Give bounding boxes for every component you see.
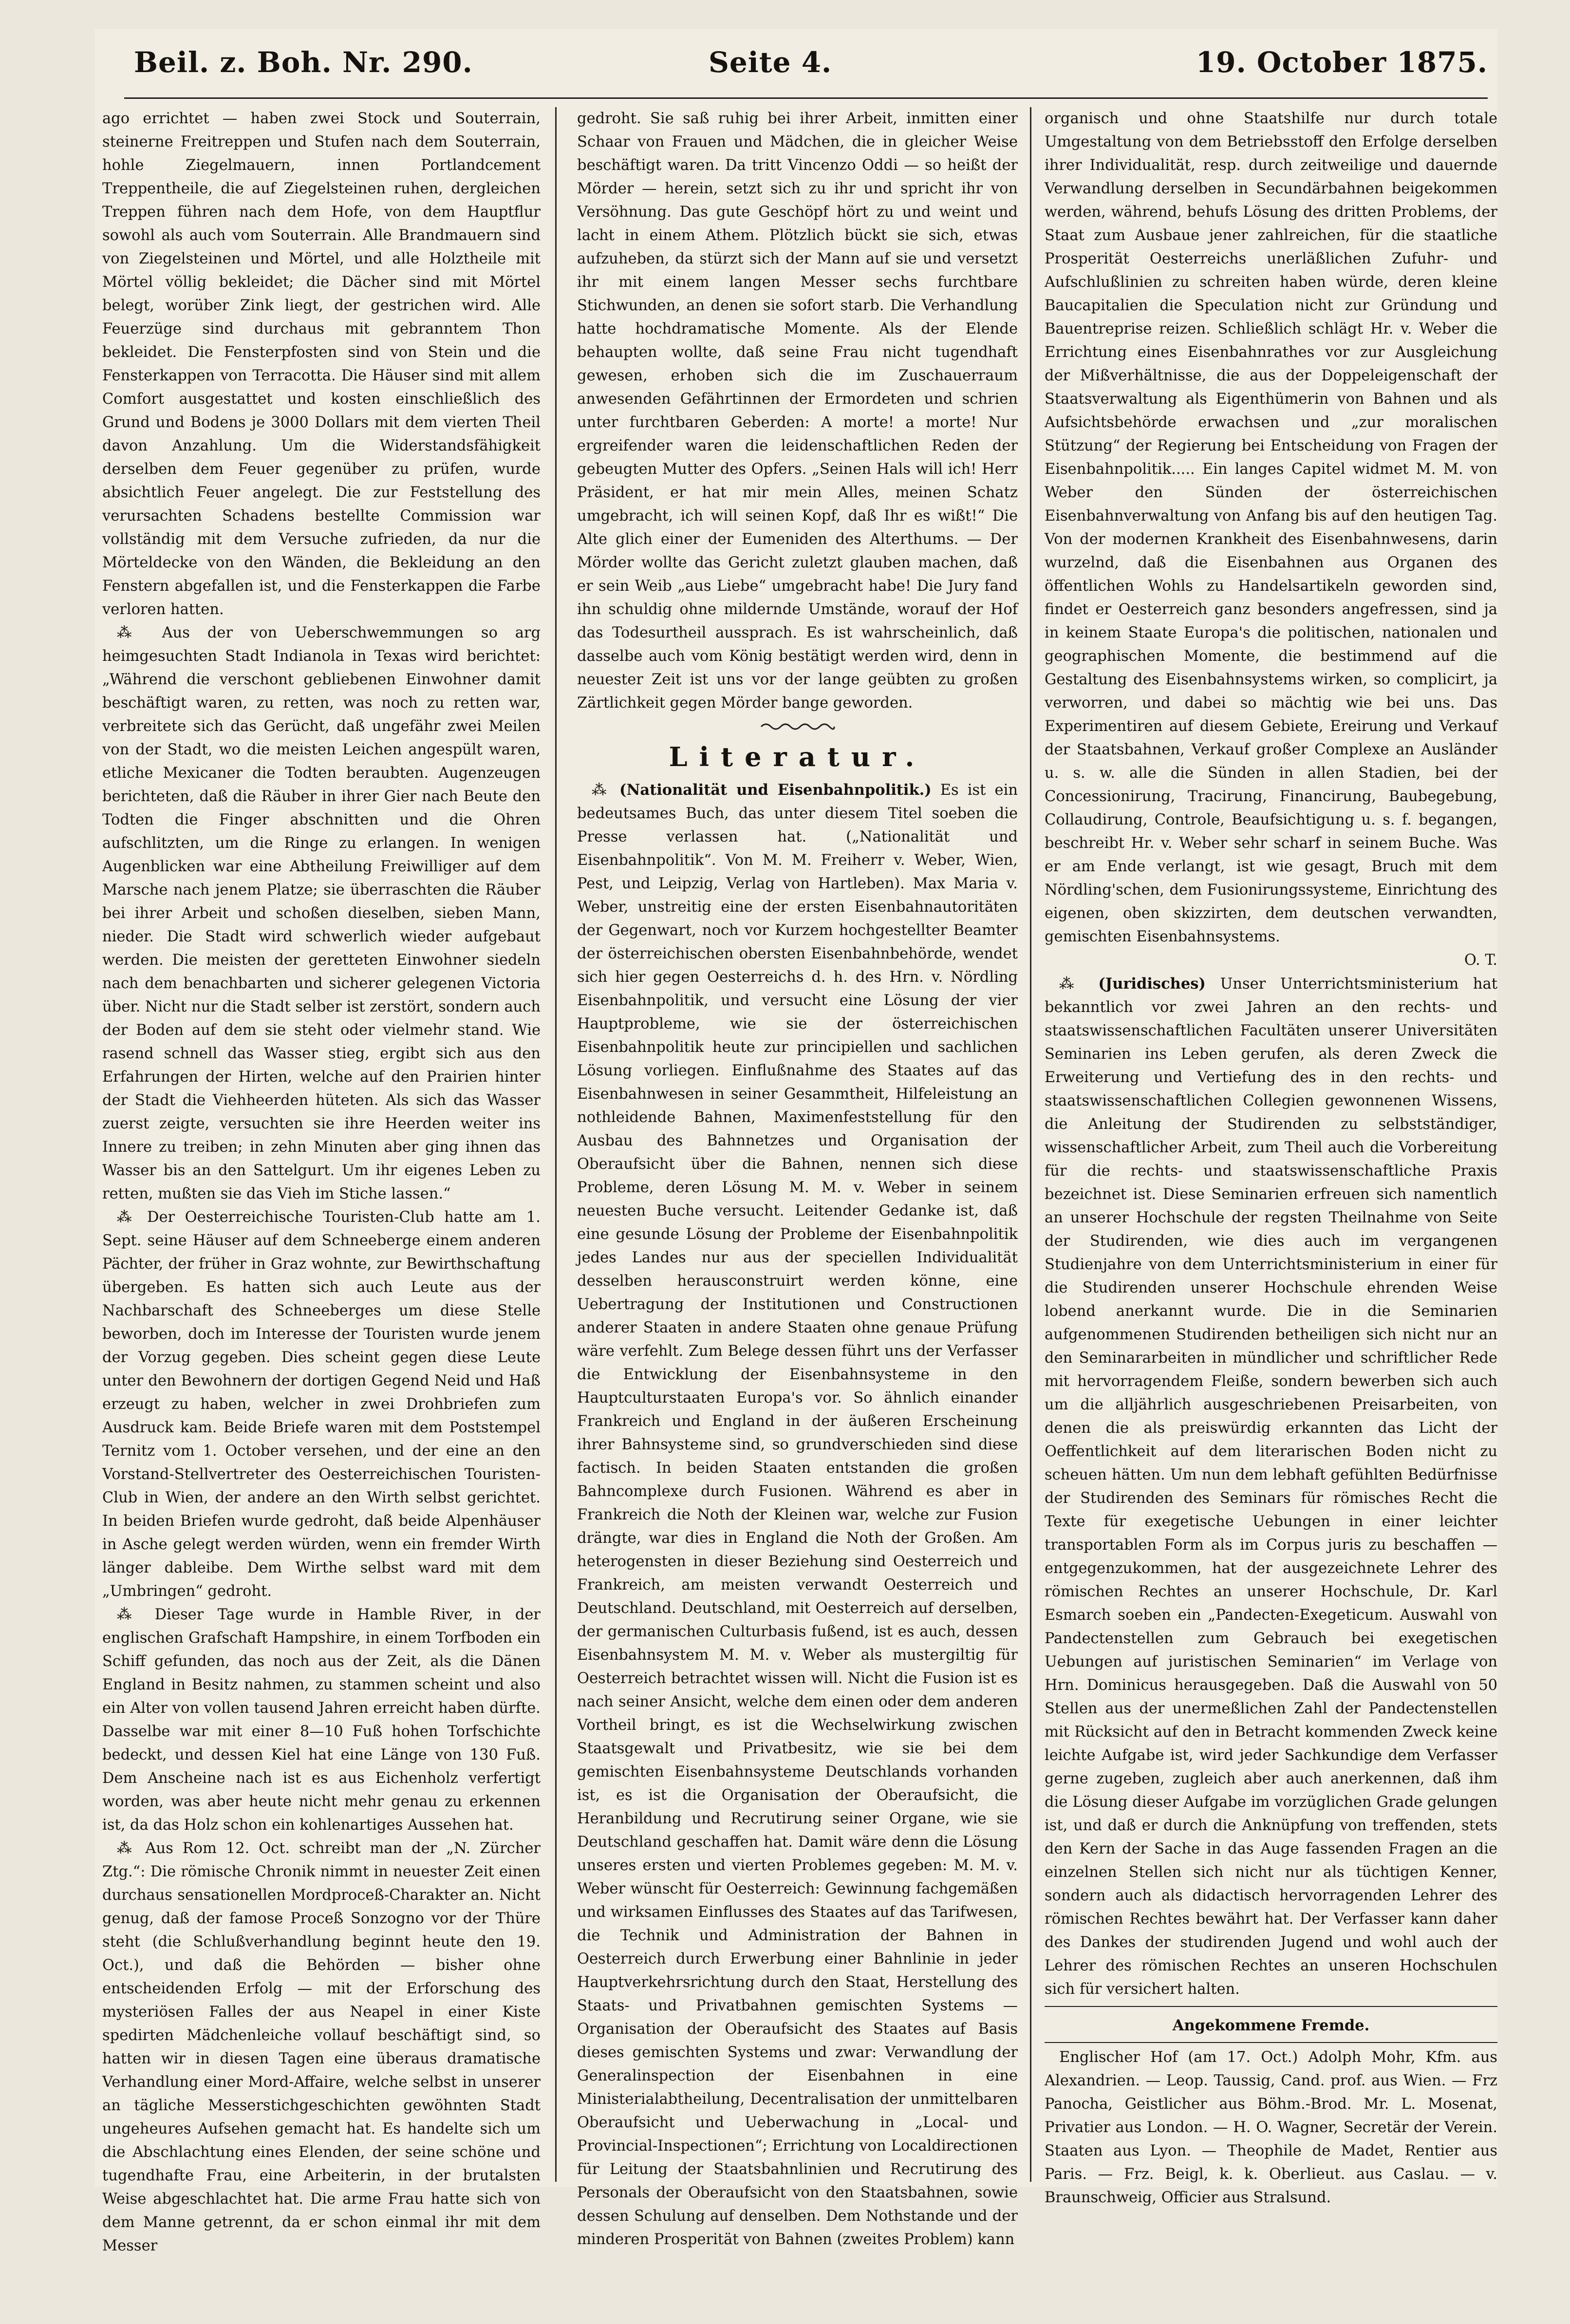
column-3 bbox=[1045, 107, 1497, 2206]
section-title-fremde: Angekommene Fremde. bbox=[1172, 2017, 1370, 2034]
asterism-icon: ⁂ bbox=[117, 1606, 155, 1623]
newspaper-page bbox=[95, 29, 1497, 2254]
article-paragraph: ⁂ (Nationalität und Eisenbahnpolitik.) Es ist ein bedeutsames Buch, das unter diesem Titel soeben die Presse verlassen hat. („Nationalität und Eisenbahnpolitik“. Von M. M. Freiherr v. Weber, Wien, Pest, und Leipzig, Verlag von Hartleben). Max Maria v. Weber, unstreitig eine der ersten Eisenbahnautoritäten der Gegenwart, noch vor Kurzem hochgestellter Beamter der österreichischen obersten Eisenbahnbehörde, wendet sich hier gegen Oesterreichs d. h. des Hrn. v. Nördling Eisenbahnpolitik, und versucht eine Lösung der vier Hauptprobleme, wie sie der österreichischen Eisenbahnpolitik heute zur principiellen und sachlichen Lösung vorliegen. Einflußnahme des Staates auf das Eisenbahnwesen in seiner Gesammtheit, Hilfeleistung an nothleidende Bahnen, Maximenfeststellung für den Ausbau des Bahnnetzes und Organisation der Oberaufsicht über die Bahnen, nennen sich diese Probleme, deren Lösung M. M. v. Weber in seinem neuesten Buche versucht. Leitender Gedanke ist, daß eine gesunde Lösung der Probleme der Eisenbahnpolitik jedes Landes nur aus der speciellen Individualität desselben herausconstruirt werden könne, eine Uebertragung der Institutionen und Constructionen anderer Staaten in andere Staaten ohne genaue Prüfung wäre verfehlt. Zum Belege dessen führt uns der Verfasser die Entwicklung der Eisenbahnsysteme in den Hauptculturstaaten Europa's vor. So ähnlich einander Frankreich und England in der äußeren Erscheinung ihrer Bahnsysteme sind, so grundverschieden sind diese factisch. In beiden Staaten entstanden die großen Bahncomplexe durch Fusionen. Während es aber in Frankreich die Noth der Kleinen war, welche zur Fusion drängte, war dies in England die Noth der Großen. Am heterogensten in dieser Beziehung sind Oesterreich und Frankreich, am meisten verwandt Oesterreich und Deutschland. Deutschland, mit Oesterreich auf derselben, der germanischen Culturbasis fußend, ist es auch, dessen Eisenbahnsystem M. M. v. Weber als mustergiltig für Oesterreich betrachtet wissen will. Nicht die Fusion ist es nach seiner Ansicht, welche dem einen oder dem anderen Vortheil bringt, es ist die Wechselwirkung zwischen Staatsgewalt und Privatbesitz, wie sie bei dem gemischten Eisenbahnsysteme Deutschlands vorhanden ist, es ist die Organisation der Oberaufsicht, die Heranbildung und Recrutirung seiner Organe, wie sie Deutschland geschaffen hat. Damit wäre denn die Lösung unseres ersten und vierten Problemes gegeben: M. M. v. Weber wünscht für Oesterreich: Gewinnung fachgemäßen und wirksamen Einflusses des Staates auf das Tarifwesen, die Technik und Administration der Bahnen in Oesterreich durch Erwerbung einer Bahnlinie in jeder Hauptverkehrsrichtung durch den Staat, Herstellung des Staats- und Privatbahnen gemischten Systems — Organisation der Oberaufsicht des Staates auf Basis dieses gemischten Systems und zwar: Verwandlung der Generalinspection der Eisenbahnen in eine Ministerialabtheilung, Decentralisation der unmittelbaren Oberaufsicht und Ueberwachung in „Local- und Provincial-Inspectionen“; Errichtung von Localdirectionen für Leitung der Staatsbahnlinien und Recrutirung des Personals der Oberaufsicht von den Staatsbahnen, sowie dessen Schulung auf denselben. Dem Nothstande und der minderen Prosperität von Bahnen (zweites Problem) kann bbox=[577, 781, 1018, 2248]
arrivals-list: Englischer Hof (am 17. Oct.) Adolph Mohr, Kfm. aus Alexandrien. — Leop. Taussig, Cand. prof. aus Wien. — Frz Panocha, Geistlicher aus Böhm.-Brod. Mr. L. Mosenat, Privatier aus London. — H. O. Wagner, Secretär der Verein. Staaten aus Lyon. — Theophile de Madet, Rentier aus Paris. — Frz. Beigl, k. k. Oberlieut. aus Caslau. — v. Braunschweig, Officier aus Stralsund. bbox=[1045, 2049, 1497, 2206]
section-rule bbox=[1045, 2042, 1497, 2043]
asterism-icon: ⁂ bbox=[592, 782, 620, 799]
header-rule bbox=[124, 97, 1488, 99]
asterism-icon: ⁂ bbox=[1059, 975, 1099, 993]
asterism-icon: ⁂ bbox=[117, 624, 162, 641]
section-title-literatur: Literatur. bbox=[669, 741, 926, 772]
article-paragraph: ago errichtet — haben zwei Stock und Souterrain, steinerne Freitreppen und Stufen nach dem Souterrain, hohle Ziegelmauern, innen Portlandcement Treppentheile, die auf Ziegelsteinen ruhen, dergleichen Treppen führen nach dem Hofe, von dem Hauptflur sowohl als auch vom Souterrain. Alle Brandmauern sind von Ziegelsteinen und Mörtel, und alle Holztheile mit Mörtel völlig bekleidet; die Dächer sind mit Mörtel belegt, worüber Zink liegt, der gestrichen wird. Alle Feuerzüge sind durchaus mit gebranntem Thon bekleidet. Die Fensterpfosten sind von Stein und die Fensterkappen von Terracotta. Die Häuser sind mit allem Comfort ausgestattet und kosten einschließlich des Grund und Bodens je 3000 Dollars mit dem vierten Theil davon Anzahlung. Um die Widerstandsfähigkeit derselben dem Feuer gegenüber zu prüfen, wurde absichtlich Feuer angelegt. Die zur Feststellung des verursachten Schadens bestellte Commission war vollständig mit dem Versuche zufrieden, da nur die Mörteldecke von den Wänden, die Bekleidung an den Fenstern abgefallen ist, und die Fensterkappen die Farbe verloren hatten. bbox=[102, 110, 541, 618]
ornamental-divider bbox=[577, 718, 1018, 737]
header-issue: Beil. z. Boh. Nr. 290. bbox=[134, 46, 473, 79]
author-signature: O. T. bbox=[1464, 952, 1497, 969]
article-paragraph: organisch und ohne Staatshilfe nur durch totale Umgestaltung von dem Betriebsstoff den Erfolge derselben ihrer Individualität, resp. durch zeitweilige und dauernde Verwandlung derselben in Secundärbahnen beigekommen werden, während, behufs Lösung des dritten Problems, der Staat zum Ausbaue jener zahlreichen, für die staatliche Prosperität Oesterreichs unerläßlichen Zufuhr- und Aufschlußlinien zu schreiten haben würde, deren kleine Baucapitalien die Speculation nicht zur Gründung und Bauentreprise reizen. Schließlich schlägt Hr. v. Weber die Errichtung eines Eisenbahnrathes vor zur Ausgleichung der Mißverhältnisse, die aus der Doppeleigenschaft der Staatsverwaltung als Eigenthümerin von Bahnen und als Aufsichtsbehörde erwachsen und „zur moralischen Stützung“ der Regierung bei Entscheidung von Fragen der Eisenbahnpolitik..... Ein langes Capitel widmet M. M. von Weber den Sünden der österreichischen Eisenbahnverwaltung von Anfang bis auf den heutigen Tag. Von der modernen Krankheit des Eisenbahnwesens, darin wurzelnd, daß die Eisenbahnen aus Organen des öffentlichen Wohls zu Handelsartikeln geworden sind, findet er Oesterreich ganz besonders angefressen, sind ja in keinem Staate Europa's die politischen, nationalen und geographischen Momente, die bestimmend auf die Gestaltung des Eisenbahnsystems wirken, so complicirt, ja verworren, und dabei so mächtig wie bei uns. Das Experimentiren auf diesem Gebiete, Ereirung und Verkauf der Staatsbahnen, Verkauf großer Complexe an Ausländer u. s. w. alle die Sünden in allen Stadien, bei der Concessionirung, Tracirung, Financirung, Baubegebung, Collaudirung, Controle, Beaufsichtigung u. s. f. begangen, beschreibt Hr. v. Weber sehr scharf in seinem Buche. Was er am Ende verlangt, ist wie gesagt, Bruch mit dem Nördling'schen, dem Fusionirungssysteme, Einrichtung des eigenen, oben skizzirten, dem deutschen verwandten, gemischten Eisenbahnsystems. bbox=[1045, 110, 1497, 945]
header-date: 19. October 1875. bbox=[1196, 46, 1488, 79]
article-paragraph: ⁂ Aus Rom 12. Oct. schreibt man der „N. Zürcher Ztg.“: Die römische Chronik nimmt in neuester Zeit einen durchaus sensationellen Mordproceß-Charakter an. Nicht genug, daß der famose Proceß Sonzogno vor der Thüre steht (die Schlußverhandlung beginnt heute den 19. Oct.), und daß die Behörden — bisher ohne entscheidenden Erfolg — mit der Erforschung des mysteriösen Falles der aus Neapel in einer Kiste spedirten Mädchenleiche vollauf beschäftigt sind, so hatten wir in diesen Tagen eine überaus dramatische Verhandlung einer Mord-Affaire, welche selbst in unserer an tägliche Messerstichgeschichten gewöhnten Stadt ungeheures Aufsehen gemacht hat. Es handelte sich um die Abschlachtung eines Elenden, der seine schöne und tugendhafte Frau, eine Arbeiterin, in der brutalsten Weise abgeschlachtet hat. Die arme Frau hatte sich von dem Manne getrennt, da er schon einmal ihr mit dem Messer bbox=[102, 1840, 541, 2254]
article-lead: (Nationalität und Eisenbahnpolitik.) bbox=[619, 781, 932, 799]
column-divider bbox=[1030, 107, 1031, 2182]
column-2 bbox=[577, 107, 1018, 2248]
header-page-number: Seite 4. bbox=[709, 46, 832, 79]
article-paragraph: ⁂ Der Oesterreichische Touristen-Club hatte am 1. Sept. seine Häuser auf dem Schneeberge einem anderen Pächter, der früher in Graz wohnte, zur Bewirthschaftung übergeben. Es hatten sich auch Leute aus der Nachbarschaft des Schneeberges um diese Stelle beworben, doch im Interesse der Touristen wurde jenem der Vorzug gegeben. Dies scheint gegen diese Leute unter den Bewohnern der dortigen Gegend Neid und Haß erzeugt zu haben, welcher in zwei Drohbriefen zum Ausdruck kam. Beide Briefe waren mit dem Poststempel Ternitz vom 1. October versehen, und der eine an den Vorstand-Stellvertreter des Oesterreichischen Touristen-Club in Wien, der andere an den Wirth selbst gerichtet. In beiden Briefen wurde gedroht, daß beide Alpenhäuser in Asche gelegt werden würden, wenn ein fremder Wirth länger dableibe. Dem Wirthe selbst ward mit dem „Umbringen“ gedroht. bbox=[102, 1209, 541, 1600]
article-paragraph: ⁂ (Juridisches) Unser Unterrichtsministerium hat bekanntlich vor zwei Jahren an den rechts- und staatswissenschaftlichen Facultäten unserer Universitäten Seminarien ins Leben gerufen, als deren Zweck die Erweiterung und Vertiefung des in den rechts- und staatswissenschaftlichen Collegien gewonnenen Wissens, die Anleitung der Studirenden zu selbstständiger, wissenschaftlicher Arbeit, zum Theil auch die Vorbereitung für die rechts- und staatswissenschaftliche Praxis bezeichnet ist. Diese Seminarien erfreuen sich namentlich an unserer Hochschule der regsten Theilnahme von Seite der Studirenden, wie dies auch im vergangenen Studienjahre von dem Unterrichtsministerium in einer für die Studirenden unserer Hochschule ehrenden Weise lobend anerkannt wurde. Die in die Seminarien aufgenommenen Studirenden betheiligen sich nicht nur an den Seminararbeiten in mündlicher und schriftlicher Rede mit hervorragendem Fleiße, sondern bewerben sich auch um die alljährlich ausgeschriebenen Preisarbeiten, von denen die als preiswürdig erkannten das Licht der Oeffentlichkeit auf dem literarischen Boden nicht zu scheuen hätten. Um nun dem lebhaft gefühlten Bedürfnisse der Studirenden des Seminars für römisches Recht die Texte für exegetische Uebungen in einer leichter transportablen Form als im Corpus juris zu beschaffen — entgegenzukommen, hat der ausgezeichnete Lehrer des römischen Rechtes an unserer Hochschule, Dr. Karl Esmarch soeben ein „Pandecten-Exegeticum. Auswahl von Pandectenstellen zum Gebrauch bei exegetischen Uebungen auf juristischen Seminarien“ im Verlage von Hrn. Dominicus herausgegeben. Daß die Auswahl von 50 Stellen aus der unermeßlichen Zahl der Pandectenstellen mit Rücksicht auf den in Betracht kommenden Zweck keine leichte Aufgabe ist, wird jeder Sachkundige dem Verfasser gerne zugeben, zugleich aber auch anerkennen, daß ihm die Lösung dieser Aufgabe im vorzüglichen Grade gelungen ist, und daß er durch die Anknüpfung von treffenden, stets den Kern der Sache in das Auge fassenden Fragen an die einzelnen Stellen sich nicht nur als tüchtigen Kenner, sondern auch als didactisch hervorragenden Lehrer des römischen Rechtes bewährt hat. Der Verfasser kann daher des Dankes der studirenden Jugend und wohl auch der Lehrer des römischen Rechtes an unseren Hochschulen sich für versichert halten. bbox=[1045, 975, 1497, 1998]
column-divider bbox=[555, 107, 557, 2182]
asterism-icon: ⁂ bbox=[117, 1209, 147, 1226]
article-paragraph: ⁂ Dieser Tage wurde in Hamble River, in der englischen Grafschaft Hampshire, in einem Torfboden ein Schiff gefunden, das noch aus der Zeit, als die Dänen England in Besitz nahmen, zu stammen scheint und also ein Alter von vollen tausend Jahren erreicht haben dürfte. Dasselbe war mit einer 8—10 Fuß hohen Torfschichte bedeckt, und dessen Kiel hat eine Länge von 130 Fuß. Dem Anscheine nach ist es aus Eichenholz verfertigt worden, was aber heute nicht mehr genau zu erkennen ist, da das Holz schon ein kohlenartiges Aussehen hat. bbox=[102, 1606, 541, 1834]
asterism-icon: ⁂ bbox=[117, 1840, 146, 1857]
section-rule bbox=[1045, 2006, 1497, 2007]
article-paragraph: ⁂ Aus der von Ueberschwemmungen so arg heimgesuchten Stadt Indianola in Texas wird berichtet: „Während die verschont gebliebenen Einwohner damit beschäftigt waren, zu retten, was noch zu retten war, verbreitete sich das Gerücht, daß ungefähr zwei Meilen von der Stadt, wo die meisten Leichen angespült waren, etliche Mexicaner die Todten beraubten. Augenzeugen berichteten, daß die Räuber in ihrer Gier nach Beute den Todten die Finger abschnitten und die Ohren aufschlitzten, um die Ringe zu erlangen. In wenigen Augenblicken war eine Abtheilung Freiwilliger auf dem Marsche nach jenem Platze; sie überraschten die Räuber bei ihrer Arbeit und schoßen dieselben, sieben Mann, nieder. Die Stadt wird schwerlich wieder aufgebaut werden. Die meisten der geretteten Einwohner siedeln nach dem benachbarten und sicherer gelegenen Victoria über. Nicht nur die Stadt selber ist zerstört, sondern auch der Boden auf dem sie steht oder vielmehr stand. Wie rasend schnell das Wasser stieg, ergibt sich aus den Erfahrungen der Hirten, welche auf den Prairien hinter der Stadt die Viehheerden hüteten. Als sich das Wasser zuerst zeigte, versuchten sie ihre Heerden weiter ins Innere zu treiben; in zehn Minuten aber ging ihnen das Wasser bis an den Sattelgurt. Um ihr eigenes Leben zu retten, mußten sie das Vieh im Stiche lassen.“ bbox=[102, 624, 541, 1202]
column-1 bbox=[102, 107, 541, 2254]
page-header bbox=[95, 40, 1497, 98]
article-paragraph: gedroht. Sie saß ruhig bei ihrer Arbeit, inmitten einer Schaar von Frauen und Mädchen, die in gleicher Weise beschäftigt waren. Da tritt Vincenzo Oddi — so heißt der Mörder — herein, setzt sich zu ihr und spricht ihr von Versöhnung. Das gute Geschöpf hört zu und weint und lacht in einem Athem. Plötzlich bückt sie sich, etwas aufzuheben, da stürzt sich der Mann auf sie und versetzt ihr mit einem langen Messer sechs furchtbare Stichwunden, an denen sie sofort starb. Die Verhandlung hatte hochdramatische Momente. Als der Elende behaupten wollte, daß seine Frau nicht tugendhaft gewesen, erhoben sich die im Zuschauerraum anwesenden Gefährtinnen der Ermordeten und schrien unter furchtbaren Geberden: A morte! a morte! Nur ergreifender waren die leidenschaftlichen Reden der gebeugten Mutter des Opfers. „Seinen Hals will ich! Herr Präsident, er hat mir mein Alles, meinen Schatz umgebracht, ich will seinen Kopf, daß Ihr es wißt!“ Die Alte glich einer der Eumeniden des Alterthums. — Der Mörder wollte das Gericht zuletzt glauben machen, daß er sein Weib „aus Liebe“ umgebracht habe! Die Jury fand ihn schuldig ohne mildernde Umstände, worauf der Hof das Todesurtheil aussprach. Es ist wahrscheinlich, daß dasselbe auch vom König bestätigt werden wird, denn in neuester Zeit ist uns vor der lange geübten zu großen Zärtlichkeit gegen Mörder bange geworden. bbox=[577, 110, 1018, 712]
article-lead: (Juridisches) bbox=[1098, 975, 1206, 993]
